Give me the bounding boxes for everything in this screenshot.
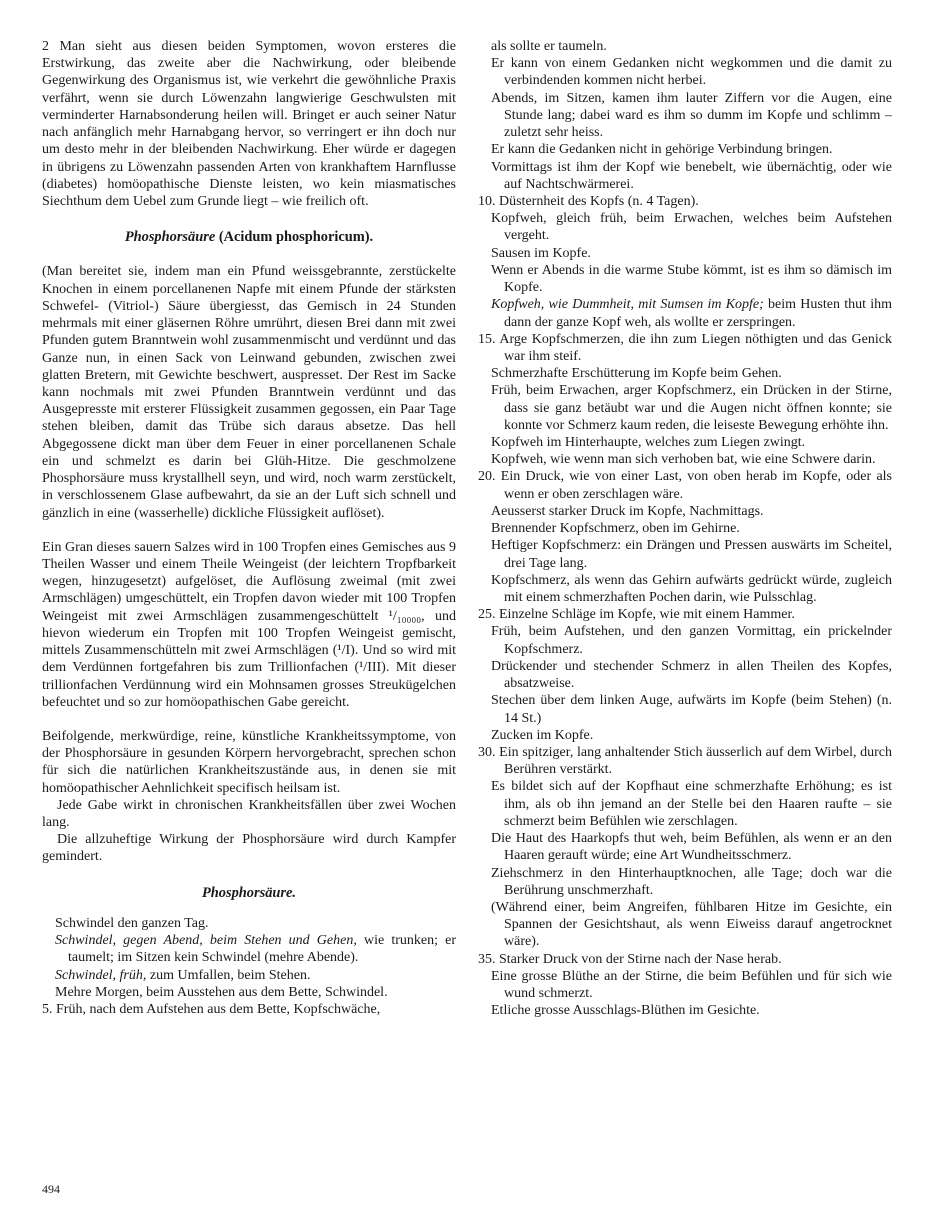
section-heading — [42, 229, 456, 246]
symptom-number: 20. — [478, 469, 501, 485]
paragraph-dilution: Ein Gran dieses sauern Salzes wird in 100 Tropfen eines Gemisches aus 9 Theilen Wasser und einem Theile Weingeist (der leichtern Tropfbarkeit wegen, hinzugesetzt) aufgelöset, die Auflösung zweimal (mit zwei Armschlägen) umgeschüttelt, ein Tropfen davon wieder mit 100 Tropfen Weingeist mit zwei Armschlägen zusammengeschüttelt ¹/₁₀₀₀₀, und hievon wiederum ein Tropfen mit 100 Tropfen Weingeist gemischt, mittels Zusammenschütteln mit zwei Armschlägen (¹/I). Und so wird mit dem Verdünnen fortgefahren bis zum Trillionfachen (¹/III). Mit dieser trillionfachen Verdünnung wird ein Mohnsamen grosses Streukügelchen befeuchtet und so zur homöopathischen Gabe gereicht. — [42, 539, 456, 710]
symptom-item — [478, 451, 892, 468]
symptom-item — [42, 984, 456, 1001]
symptom-text: Es bildet sich auf der Kopfhaut eine schmerzhafte Erhöhung; es ist ihm, als ob ihn jemand an der Stelle bei den Haaren raufte – sie schmerzt beim Befühlen wie zerschlagen. — [491, 779, 892, 829]
symptom-text: Düsternheit des Kopfs (n. 4 Tagen). — [499, 193, 699, 209]
symptom-text: Er kann von einem Gedanken nicht wegkommen und die damit zu verbindenden kommen nicht herbei. — [491, 56, 892, 89]
symptom-item — [478, 331, 892, 365]
symptom-item — [478, 727, 892, 744]
symptom-text: Kopfweh im Hinterhaupte, welches zum Liegen zwingt. — [491, 435, 806, 451]
symptom-item — [478, 382, 892, 434]
symptom-text: Ein spitziger, lang anhaltender Stich äusserlich auf dem Wirbel, durch Berühren verstärkt. — [499, 744, 892, 778]
symptom-text: Starker Druck von der Stirne nach der Nase herab. — [499, 951, 782, 967]
symptom-text: Zucken im Kopfe. — [491, 727, 594, 743]
symptom-text: Abends, im Sitzen, kamen ihm lauter Ziffern vor die Augen, eine Stunde lang; dabei ward es ihm so dumm im Kopfe und schlimm – zuletzt sehr heiss. — [491, 90, 892, 141]
symptom-text: Eine grosse Blüthe an der Stirne, die beim Befühlen und für sich wie wund schmerzt. — [491, 968, 892, 1002]
symptom-item — [42, 915, 456, 932]
symptom-item — [478, 537, 892, 571]
symptom-item — [478, 159, 892, 193]
left-column — [42, 38, 456, 1019]
symptom-text: Stechen über dem linken Auge, aufwärts im Kopfe (beim Stehen) (n. 14 St.) — [491, 693, 892, 726]
symptom-item — [478, 210, 892, 244]
symptom-item — [478, 90, 892, 142]
symptom-item — [478, 468, 892, 502]
paragraph-symptom-note: Beifolgende, merkwürdige, reine, künstliche Krankheitssymptome, von der Phosphorsäure in gesunden Körpern hervorgebracht, sprechen schon für sich die natürlichen Krankheitszustände aus, in denen sie mit homöopathischer Aehnlichkeit specifisch heilsam ist. — [42, 728, 456, 796]
symptom-text: Etliche grosse Ausschlags-Blüthen im Gesichte. — [491, 1003, 760, 1019]
symptom-text: Schwindel, gegen Abend, beim Stehen und Gehen, — [55, 933, 357, 949]
symptom-item — [478, 262, 892, 296]
paragraph-camphor-antidote: Die allzuheftige Wirkung der Phosphorsäure wird durch Kampfer gemindert. — [42, 832, 456, 865]
page-number: 494 — [42, 1182, 60, 1196]
symptom-item — [478, 572, 892, 606]
symptom-number: 25. — [478, 607, 499, 623]
paragraph-dose-duration: Jede Gabe wirkt in chronischen Krankheitsfällen über zwei Wochen lang. — [42, 797, 456, 831]
symptom-number: 10. — [478, 193, 499, 209]
symptom-text: Die Haut des Haarkopfs thut weh, beim Befühlen, als wenn er an den Haaren gerauft würde; eine Art Wundheitsschmerz. — [491, 831, 892, 864]
symptom-text: Sausen im Kopfe. — [491, 245, 591, 261]
symptom-number: 35. — [478, 951, 499, 967]
symptom-item — [478, 1002, 892, 1019]
symptom-item — [478, 55, 892, 89]
symptom-item — [478, 193, 892, 210]
symptom-text: Einzelne Schläge im Kopfe, wie mit einem Hammer. — [499, 607, 795, 623]
symptom-text: Kopfweh, gleich früh, beim Erwachen, welches beim Aufstehen vergeht. — [491, 211, 892, 244]
symptom-list-left — [42, 915, 456, 1018]
symptom-item — [478, 968, 892, 1002]
symptom-item — [478, 692, 892, 726]
symptom-item — [42, 932, 456, 966]
symptom-item — [478, 865, 892, 899]
symptom-text: Ziehschmerz in den Hinterhauptknochen, alle Tage; doch war die Berührung unschmerzhaft. — [491, 865, 892, 898]
symptom-item — [478, 38, 892, 55]
symptom-text: Drückender und stechender Schmerz in allen Theilen des Kopfes, absatzweise. — [491, 658, 892, 692]
symptom-text: als sollte er taumeln. — [491, 39, 607, 54]
symptom-number: 15. — [478, 331, 500, 347]
symptom-item — [478, 830, 892, 864]
symptom-item — [42, 1001, 456, 1018]
symptom-text: Schmerzhafte Erschütterung im Kopfe beim Gehen. — [491, 366, 782, 382]
symptom-text: Aeusserst starker Druck im Kopfe, Nachmittags. — [491, 503, 764, 519]
symptom-text: Früh, beim Erwachen, arger Kopfschmerz, ein Drücken in der Stirne, dass sie ganz betäubt war und die Augen nicht öffnen konnte; sie konnte vor Schmerz kaum reden, die leiseste Bewegung erhöhte ihn. — [491, 383, 892, 433]
remedy-latin-name: (Acidum phosphoricum). — [215, 229, 374, 246]
symptom-item — [478, 744, 892, 778]
symptom-item — [478, 503, 892, 520]
symptom-item — [478, 245, 892, 262]
symptom-text: Arge Kopfschmerzen, die ihn zum Liegen nöthigten und das Genick war ihm steif. — [499, 331, 892, 364]
symptom-list-right — [478, 38, 892, 1019]
symptom-text: beim Husten thut ihm dann der ganze Kopf weh, als wollte er zerspringen. — [504, 297, 892, 330]
symptom-number: 30. — [478, 744, 500, 760]
symptom-text: wie trunken; er taumelt; im Sitzen kein Schwindel (mehre Abende). — [68, 933, 457, 966]
symptom-item — [478, 778, 892, 830]
symptom-text: Ein Druck, wie von einer Last, von oben herab im Kopfe, oder als wenn er oben zerschlagen wäre. — [500, 469, 892, 502]
symptom-text: Mehre Morgen, beim Ausstehen aus dem Bette, Schwindel. — [55, 984, 388, 1000]
symptom-text: Früh, nach dem Aufstehen aus dem Bette, Kopfschwäche, — [56, 1002, 381, 1018]
symptom-text: Vormittags ist ihm der Kopf wie benebelt, wie übernächtig, oder wie auf Nachtschwärmerei. — [491, 159, 892, 192]
paragraph-preparation: (Man bereitet sie, indem man ein Pfund weissgebrannte, zerstückelte Knochen in einem porcellanenen Napfe mit einem Pfunde der stärksten Schwefel- (Vitriol-) Säure übergiesst, das Gemisch in 24 Stunden mehrmals mit einer gläsernen Röhre umrührt, diesen Brei dann mit zwei Pfunden gutem Branntwein wohl zusammenmischt und verdünnt und das Ganze nun, in einen Sack von Leinwand gebunden, zwischen zwei glatten Bretern, mit Gewichte beschwert, auspresset. Der Rest im Sacke kann nochmals mit zwei Pfunden Branntwein verdünnt und das Ausgepresste mit ersterer Flüssigkeit zusammen gegossen, ein Paar Tage stehen bleiben, damit das Trübe sich daraus absetze. Das hell Abgegossene dickt man über dem Feuer in einer porcellanenen Schale ein und schmelzt es darin bei Glüh-Hitze. Die geschmolzene Phosphorsäure muss krystallhell seyn, und wird, noch warm zerstückelt, in verschlossenem Glase aufbewahrt, da sie an der Luft sich schnell und gänzlich in eine (wasserhelle) dickliche Flüssigkeit auflöset). — [42, 264, 456, 521]
symptom-text: zum Umfallen, beim Stehen. — [146, 967, 311, 983]
right-column — [478, 38, 892, 1019]
symptom-text: Schwindel den ganzen Tag. — [55, 915, 209, 931]
symptom-text: Kopfweh, wie wenn man sich verhoben bat, wie eine Schwere darin. — [491, 452, 876, 468]
symptom-text: Schwindel, früh, — [55, 967, 147, 983]
symptom-item — [42, 967, 456, 984]
symptom-text: Früh, beim Aufstehen, und den ganzen Vormittag, ein prickelnder Kopfschmerz. — [491, 624, 892, 657]
symptom-text: Brennender Kopfschmerz, oben im Gehirne. — [491, 521, 740, 537]
symptom-item — [478, 520, 892, 537]
symptom-number: 5. — [42, 1002, 56, 1018]
symptom-item — [478, 623, 892, 657]
symptom-text: Wenn er Abends in die warme Stube kömmt, ist es ihm so dämisch im Kopfe. — [491, 262, 892, 296]
symptom-item — [478, 606, 892, 623]
symptom-item — [478, 899, 892, 951]
symptom-item — [478, 951, 892, 968]
symptom-text: Heftiger Kopfschmerz: ein Drängen und Pressen auswärts im Scheitel, drei Tage lang. — [491, 538, 892, 571]
symptom-text: Kopfweh, wie Dummheit, mit Sumsen im Kopfe; — [491, 297, 764, 313]
symptom-text: Er kann die Gedanken nicht in gehörige Verbindung bringen. — [491, 142, 833, 158]
symptom-item — [478, 434, 892, 451]
symptom-list-heading: Phosphorsäure. — [202, 884, 296, 901]
symptom-item — [478, 141, 892, 158]
symptom-item — [478, 296, 892, 330]
symptom-item — [478, 658, 892, 692]
paragraph-footnote-continuation: 2 Man sieht aus diesen beiden Symptomen, wovon ersteres die Erstwirkung, das zweite aber die Nachwirkung, oder bleibende Gegenwirkung des Organismus ist, wie verkehrt die gewöhnliche Praxis verfährt, wenn sie durch Löwenzahn langwierige Geschwulsten mit verminderter Harnabsonderung heilen will. Bringet er auch seiner Natur nach anfänglich mehr Harnabgang hervor, so verringert er ihn doch nur um desto mehr in der bleibenden Nachwirkung. Eher würde er dagegen in übrigens zu Löwenzahn passenden Arten von krankhaftem Harnflusse (diabetes) homöopathische Dienste leisten, wo kein miasmatisches Siechthum dem Uebel zum Grunde liegt – wie freilich oft. — [42, 39, 456, 209]
remedy-name: Phosphorsäure — [124, 229, 216, 246]
symptom-item — [478, 365, 892, 382]
symptom-text: (Während einer, beim Angreifen, fühlbaren Hitze im Gesichte, ein Spannen der Gesichtshaut, als wenn Eiweiss darauf angetrocknet wäre). — [491, 899, 892, 950]
symptom-text: Kopfschmerz, als wenn das Gehirn aufwärts gedrückt würde, zugleich mit einem schmerzhaften Pochen darin, wie Pulsschlag. — [491, 572, 892, 605]
